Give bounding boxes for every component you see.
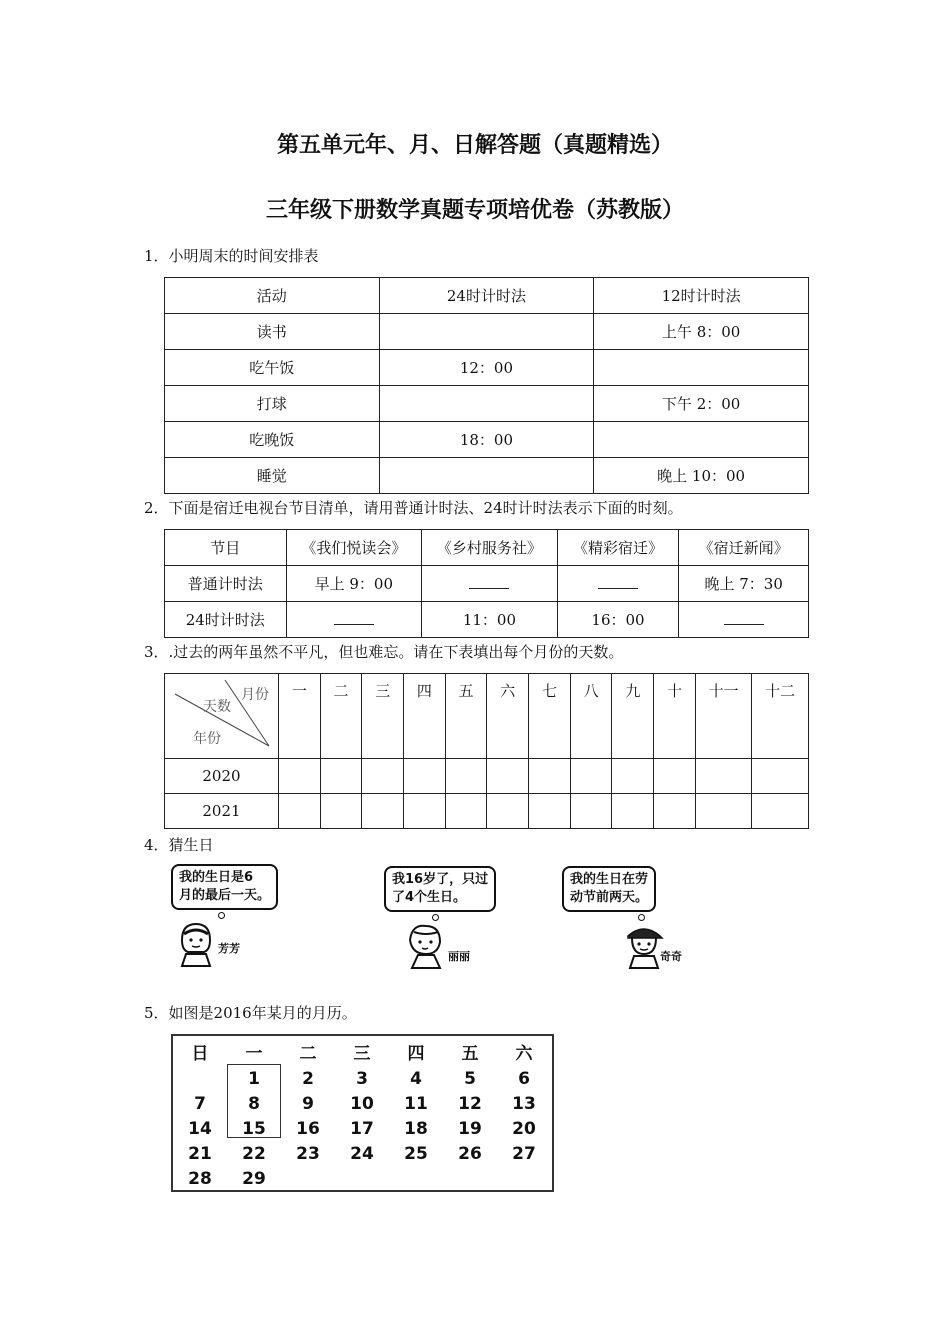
weekday-label: 五 bbox=[461, 1044, 479, 1064]
question-5-label: 5．如图是2016年某月的月历。 bbox=[144, 1004, 357, 1022]
answer-cell[interactable] bbox=[487, 759, 529, 794]
answer-cell[interactable] bbox=[529, 794, 571, 829]
table-row bbox=[165, 794, 809, 829]
boy-qiqi-icon bbox=[624, 922, 664, 970]
answer-cell[interactable] bbox=[362, 794, 404, 829]
diag-days-label: 天数 bbox=[203, 699, 231, 715]
date-cell: 5 bbox=[464, 1069, 476, 1089]
answer-cell[interactable] bbox=[695, 794, 752, 829]
month-header: 一 bbox=[278, 674, 320, 759]
date-cell: 24 bbox=[350, 1144, 374, 1164]
answer-cell[interactable] bbox=[422, 566, 558, 602]
month-header: 二 bbox=[320, 674, 362, 759]
activity-cell: 睡觉 bbox=[165, 458, 380, 494]
girl-fangfang-icon bbox=[176, 920, 216, 968]
speech-bubble-fangfang bbox=[171, 864, 278, 910]
speech-line: 我的生日在劳 bbox=[570, 872, 649, 887]
table-row bbox=[165, 314, 809, 350]
time-cell: 16：00 bbox=[557, 602, 679, 638]
table-row bbox=[165, 386, 809, 422]
header-cell: 《精彩宿迁》 bbox=[557, 530, 679, 566]
schedule-table bbox=[164, 277, 809, 494]
date-cell: 8 bbox=[248, 1094, 260, 1114]
month-header: 四 bbox=[404, 674, 446, 759]
date-cell: 10 bbox=[350, 1094, 374, 1114]
answer-cell[interactable] bbox=[654, 759, 696, 794]
answer-blank[interactable] bbox=[469, 574, 509, 589]
date-cell: 21 bbox=[188, 1144, 212, 1164]
table-row bbox=[165, 350, 809, 386]
date-cell: 28 bbox=[188, 1169, 212, 1189]
date-cell: 27 bbox=[512, 1144, 536, 1164]
row-label: 24时计时法 bbox=[165, 602, 287, 638]
answer-blank[interactable] bbox=[724, 610, 764, 625]
diag-month-label: 月份 bbox=[241, 687, 269, 703]
date-cell: 29 bbox=[242, 1169, 266, 1189]
answer-cell[interactable] bbox=[404, 759, 446, 794]
weekday-label: 三 bbox=[353, 1044, 371, 1064]
question-4-label: 4．猜生日 bbox=[144, 836, 214, 854]
row-label: 普通计时法 bbox=[165, 566, 287, 602]
kid-name: 丽丽 bbox=[448, 950, 470, 963]
girl-lili-icon bbox=[404, 922, 446, 970]
answer-cell[interactable] bbox=[695, 759, 752, 794]
weekday-label: 一 bbox=[245, 1044, 263, 1064]
date-cell: 13 bbox=[512, 1094, 536, 1114]
month-days-table bbox=[164, 673, 809, 829]
date-cell: 1 bbox=[248, 1069, 260, 1089]
date-cell: 6 bbox=[518, 1069, 530, 1089]
table-row bbox=[165, 458, 809, 494]
table-row bbox=[165, 602, 809, 638]
weekday-label: 日 bbox=[191, 1044, 209, 1064]
answer-cell[interactable] bbox=[570, 794, 612, 829]
answer-cell[interactable] bbox=[445, 794, 487, 829]
date-cell: 9 bbox=[302, 1094, 314, 1114]
answer-cell[interactable] bbox=[487, 794, 529, 829]
table-row bbox=[165, 759, 809, 794]
worksheet-subtitle: 三年级下册数学真题专项培优卷（苏教版） bbox=[265, 198, 684, 223]
table-row bbox=[165, 422, 809, 458]
answer-cell[interactable] bbox=[379, 314, 594, 350]
answer-cell[interactable] bbox=[404, 794, 446, 829]
date-cell: 25 bbox=[404, 1144, 428, 1164]
question-3-label: 3．.过去的两年虽然不平凡，但也难忘。请在下表填出每个月份的天数。 bbox=[144, 643, 624, 661]
month-header: 五 bbox=[445, 674, 487, 759]
month-header: 八 bbox=[570, 674, 612, 759]
date-cell bbox=[443, 1167, 497, 1192]
answer-cell[interactable] bbox=[594, 422, 809, 458]
activity-cell: 读书 bbox=[165, 314, 380, 350]
time-cell: 晚上 7：30 bbox=[679, 566, 809, 602]
answer-cell[interactable] bbox=[320, 759, 362, 794]
question-1-label: 1．小明周末的时间安排表 bbox=[144, 247, 319, 265]
speech-bubble-lili bbox=[384, 866, 496, 912]
time-cell: 下午 2：00 bbox=[594, 386, 809, 422]
date-cell: 19 bbox=[458, 1119, 482, 1139]
activity-cell: 吃晚饭 bbox=[165, 422, 380, 458]
speech-line: 我的生日是6 bbox=[179, 870, 254, 885]
speech-line: 动节前两天。 bbox=[570, 890, 649, 905]
date-cell bbox=[389, 1167, 443, 1192]
time-cell: 11：00 bbox=[422, 602, 558, 638]
date-cell: 3 bbox=[356, 1069, 368, 1089]
answer-cell[interactable] bbox=[379, 386, 594, 422]
month-header: 六 bbox=[487, 674, 529, 759]
weekday-label: 四 bbox=[407, 1044, 425, 1064]
time-cell: 上午 8：00 bbox=[594, 314, 809, 350]
answer-cell[interactable] bbox=[278, 794, 320, 829]
answer-cell[interactable] bbox=[529, 759, 571, 794]
question-2-label: 2．下面是宿迁电视台节目清单，请用普通计时法、24时计时法表示下面的时刻。 bbox=[144, 499, 683, 517]
activity-cell: 打球 bbox=[165, 386, 380, 422]
date-cell: 2 bbox=[302, 1069, 314, 1089]
date-cell: 23 bbox=[296, 1144, 320, 1164]
answer-blank[interactable] bbox=[598, 574, 638, 589]
header-cell: 《我们悦读会》 bbox=[286, 530, 422, 566]
month-header: 十一 bbox=[695, 674, 752, 759]
activity-cell: 吃午饭 bbox=[165, 350, 380, 386]
header-cell: 节目 bbox=[165, 530, 287, 566]
answer-cell[interactable] bbox=[612, 794, 654, 829]
date-cell: 18 bbox=[404, 1119, 428, 1139]
date-cell bbox=[281, 1167, 335, 1192]
answer-blank[interactable] bbox=[334, 610, 374, 625]
header-cell: 活动 bbox=[165, 278, 380, 314]
thought-dot bbox=[218, 912, 225, 919]
year-label: 2021 bbox=[165, 794, 279, 829]
date-cell: 15 bbox=[242, 1119, 266, 1139]
date-cell: 20 bbox=[512, 1119, 536, 1139]
speech-line: 我16岁了，只过 bbox=[392, 872, 489, 887]
thought-dot bbox=[638, 914, 645, 921]
kid-name: 奇奇 bbox=[660, 950, 682, 963]
date-cell bbox=[335, 1167, 389, 1192]
worksheet-title: 第五单元年、月、日解答题（真题精选） bbox=[276, 133, 673, 158]
answer-cell[interactable] bbox=[612, 759, 654, 794]
date-cell: 7 bbox=[194, 1094, 206, 1114]
kid-name: 芳芳 bbox=[218, 942, 240, 955]
tv-program-table bbox=[164, 529, 809, 638]
date-cell: 14 bbox=[188, 1119, 212, 1139]
answer-cell[interactable] bbox=[557, 566, 679, 602]
answer-cell[interactable] bbox=[320, 794, 362, 829]
diagonal-header-cell bbox=[165, 674, 279, 759]
header-cell: 《宿迁新闻》 bbox=[679, 530, 809, 566]
table-row bbox=[165, 566, 809, 602]
weekday-label: 二 bbox=[299, 1044, 317, 1064]
speech-line: 了4个生日。 bbox=[392, 890, 467, 905]
answer-cell[interactable] bbox=[379, 458, 594, 494]
thought-dot bbox=[432, 914, 439, 921]
calendar-highlight-box bbox=[227, 1064, 281, 1138]
answer-cell[interactable] bbox=[445, 759, 487, 794]
speech-line: 月的最后一天。 bbox=[179, 888, 271, 903]
time-cell: 早上 9：00 bbox=[286, 566, 422, 602]
answer-cell[interactable] bbox=[752, 794, 809, 829]
weekday-label: 六 bbox=[515, 1044, 533, 1064]
date-cell: 16 bbox=[296, 1119, 320, 1139]
header-cell: 《乡村服务社》 bbox=[422, 530, 558, 566]
year-label: 2020 bbox=[165, 759, 279, 794]
month-header: 三 bbox=[362, 674, 404, 759]
answer-cell[interactable] bbox=[654, 794, 696, 829]
time-cell: 晚上 10：00 bbox=[594, 458, 809, 494]
diag-year-label: 年份 bbox=[193, 731, 221, 747]
date-cell: 4 bbox=[410, 1069, 422, 1089]
date-cell: 22 bbox=[242, 1144, 266, 1164]
month-header: 十 bbox=[654, 674, 696, 759]
date-cell bbox=[497, 1167, 551, 1192]
answer-cell[interactable] bbox=[594, 350, 809, 386]
month-header: 十二 bbox=[752, 674, 809, 759]
week-row bbox=[173, 1142, 552, 1167]
header-cell: 24时计时法 bbox=[379, 278, 594, 314]
time-cell: 18：00 bbox=[379, 422, 594, 458]
answer-cell[interactable] bbox=[752, 759, 809, 794]
speech-bubble-qiqi bbox=[562, 866, 656, 912]
date-cell: 11 bbox=[404, 1094, 428, 1114]
header-cell: 12时计时法 bbox=[594, 278, 809, 314]
answer-cell[interactable] bbox=[278, 759, 320, 794]
date-cell: 26 bbox=[458, 1144, 482, 1164]
time-cell: 12：00 bbox=[379, 350, 594, 386]
answer-cell[interactable] bbox=[286, 602, 422, 638]
month-header: 七 bbox=[529, 674, 571, 759]
date-cell bbox=[173, 1067, 227, 1092]
date-cell: 12 bbox=[458, 1094, 482, 1114]
answer-cell[interactable] bbox=[362, 759, 404, 794]
month-header: 九 bbox=[612, 674, 654, 759]
answer-cell[interactable] bbox=[570, 759, 612, 794]
date-cell: 17 bbox=[350, 1119, 374, 1139]
answer-cell[interactable] bbox=[679, 602, 809, 638]
week-row bbox=[173, 1167, 552, 1192]
